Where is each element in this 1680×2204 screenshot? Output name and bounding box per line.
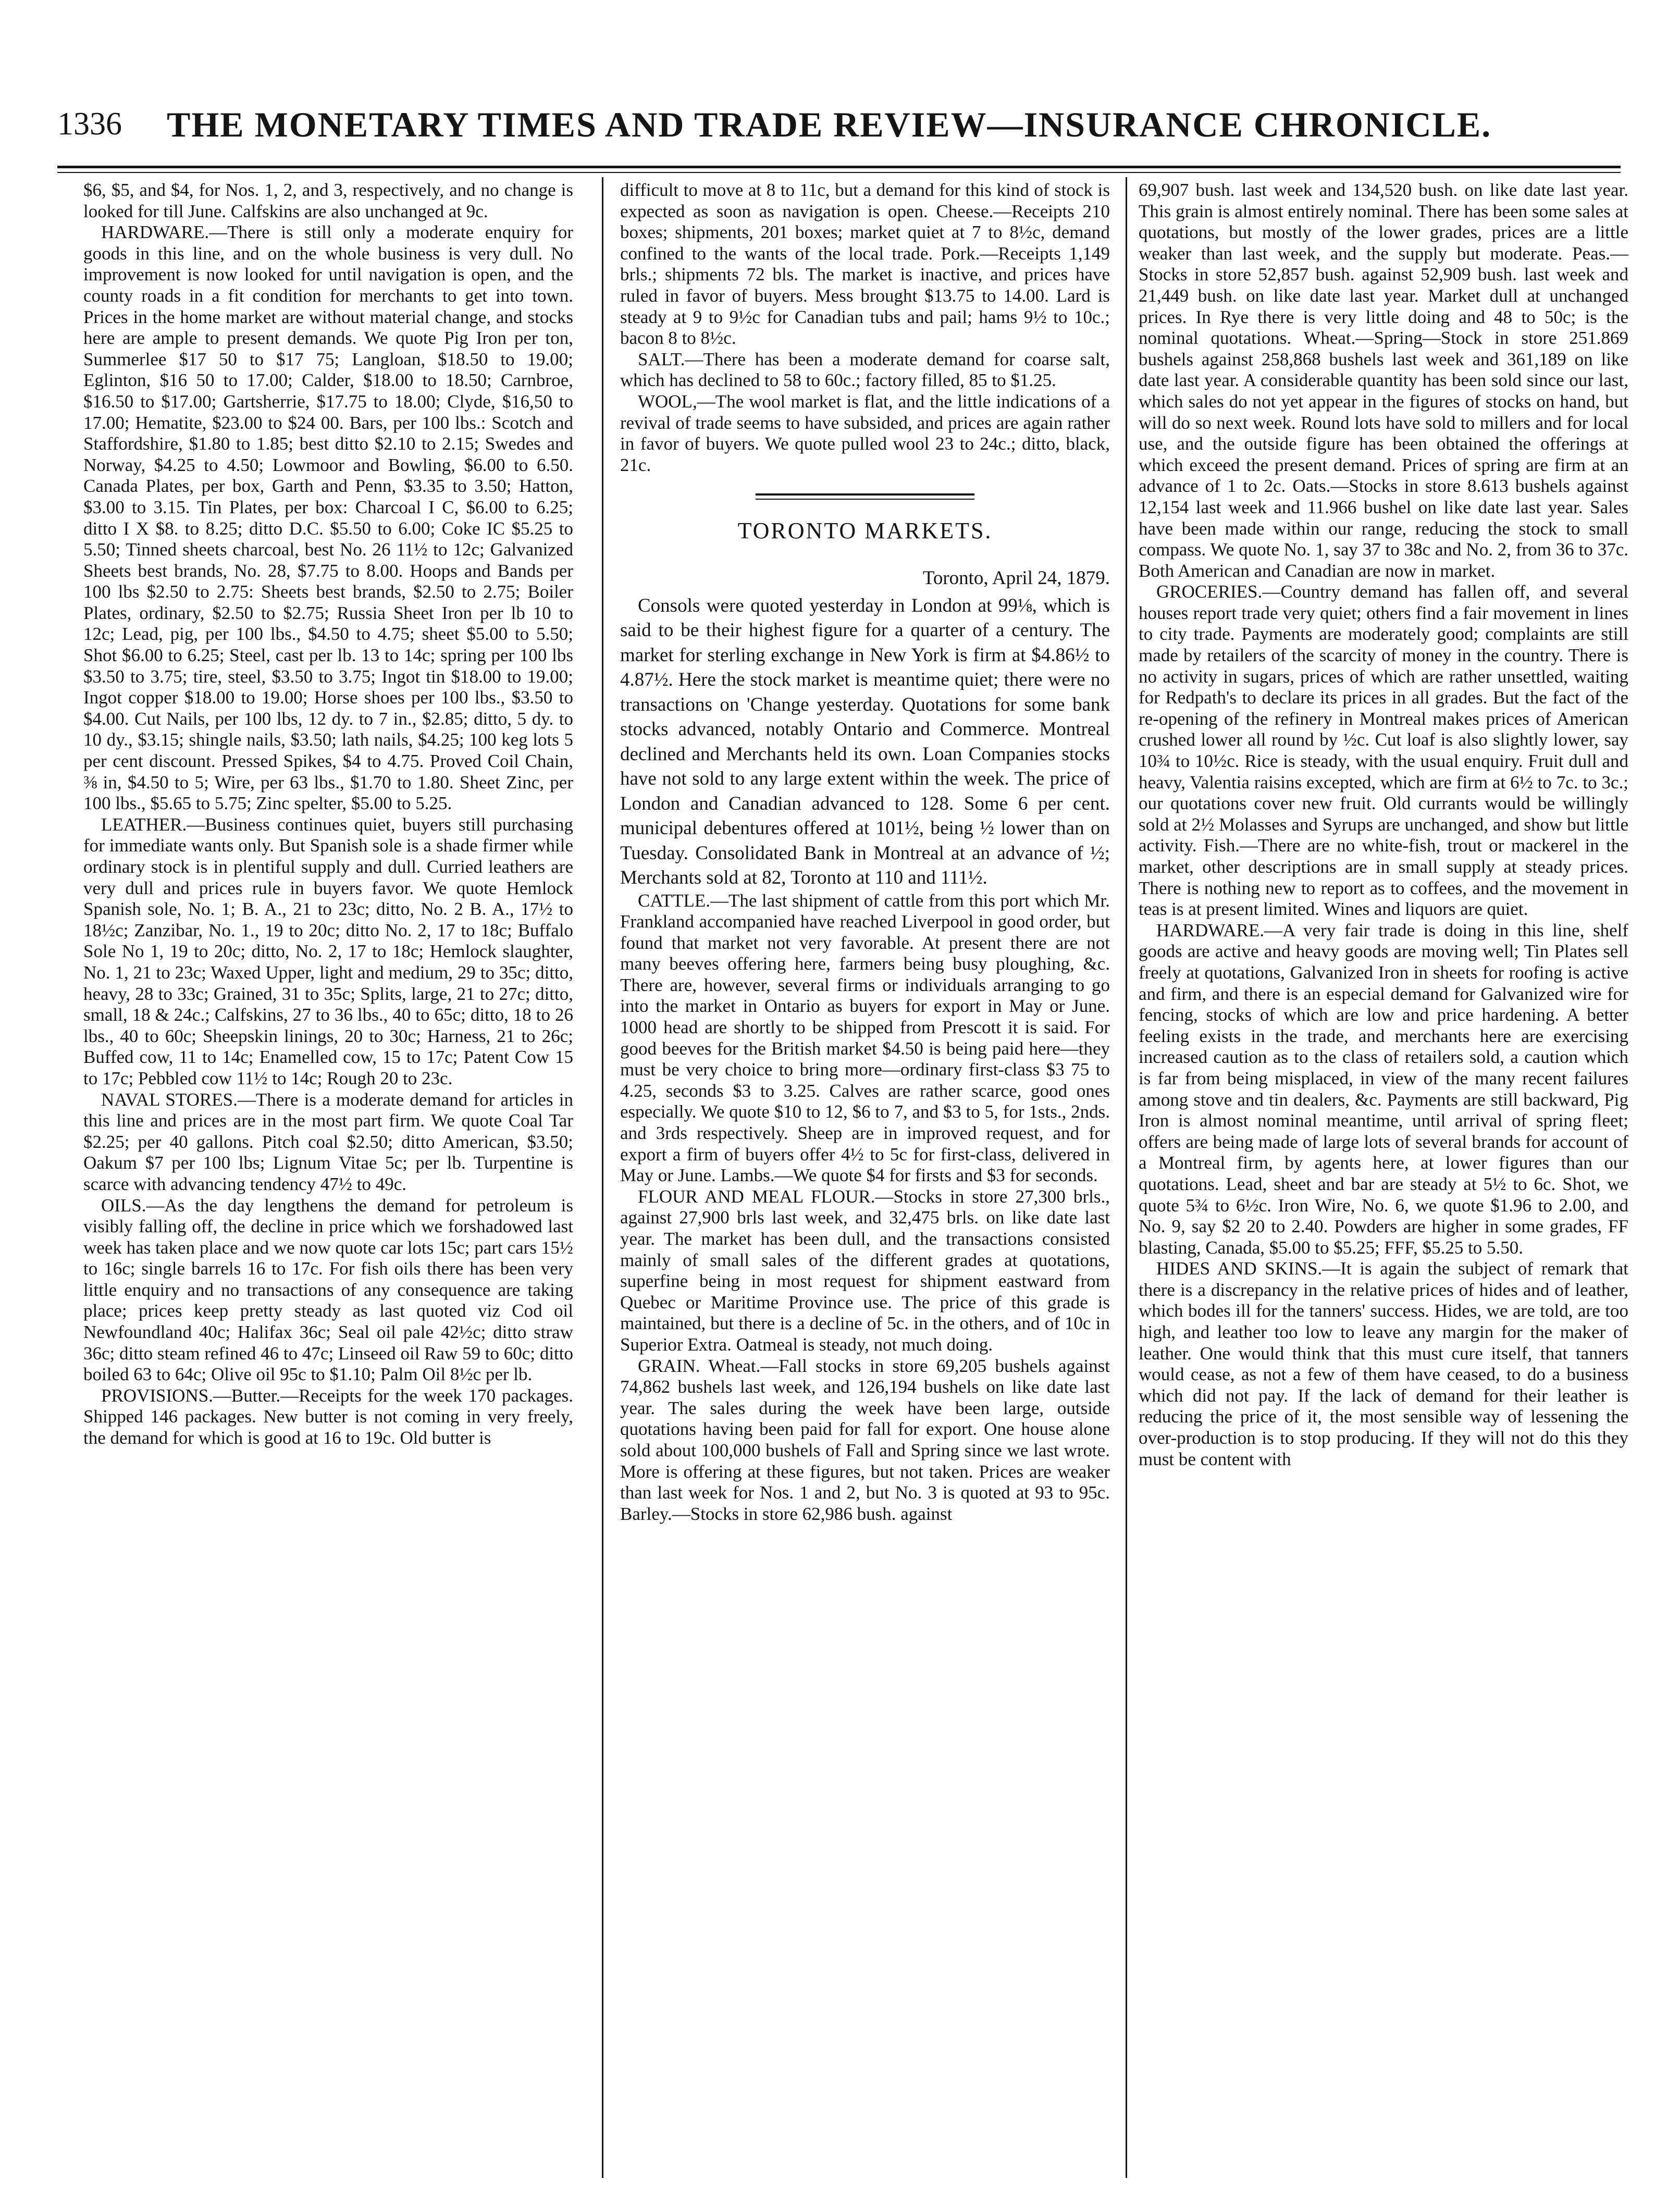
col2-para-stocks: Consols were quoted yesterday in London at 99⅛, which is said to be their highest figure for a quarter of a century. The market for sterling exchange in New York is firm at $4.86½ to 4.87½. Here the stock market is meantime quiet; there were no transactions on 'Change yesterday. Quotations for some bank stocks advanced, notably Ontario and Commerce. Montreal declined and Merchants held its own. Loan Companies stocks have not sold to any large extent within the week. The price of London and Canadian advanced to 128. Some 6 per cent. municipal debentures offered at 101½, being ½ lower than on Tuesday. Consolidated Bank in Montreal at an advance of ½; Merchants sold at 82, Toronto at 110 and 111½. <box>620 595 1110 888</box>
column-divider-2 <box>1126 177 1127 2178</box>
col1-para-hardware: HARDWARE.—There is still only a moderate enquiry for goods in this line, and on the whole business is very dull. No improvement is now looked for until navigation is open, and the county roads in a fit condition for merchants to get into town. Prices in the home market are without material change, and stocks here are ample to present demands. We quote Pig Iron per ton, Summerlee $17 50 to $17 75; Langloan, $18.50 to 19.00; Eglinton, $16 50 to 17.00; Calder, $18.00 to 18.50; Carnbroe, $16.50 to $17.00; Gartsherrie, $17.75 to 18.00; Clyde, $16,50 to 17.00; Hematite, $23.00 to $24 00. Bars, per 100 lbs.: Scotch and Staffordshire, $1.80 to 1.85; best ditto $2.10 to 2.15; Swedes and Norway, $4.25 to 4.50; Lowmoor and Bowling, $6.00 to 6.50. Canada Plates, per box, Garth and Penn, $3.35 to 3.50; Hatton, $3.00 to 3.15. Tin Plates, per box: Charcoal I C, $6.00 to 6.25; ditto I X $8. to 8.25; ditto D.C. $5.50 to 6.00; Coke IC $5.25 to 5.50; Tinned sheets charcoal, best No. 26 11½ to 12c; Galvanized Sheets best brands, No. 28, $7.75 to 8.00. Hoops and Bands per 100 lbs $2.50 to 2.75: Sheets best brands, $2.50 to 2.75; Boiler Plates, ordinary, $2.50 to $2.75; Russia Sheet Iron per lb 10 to 12c; Lead, pig, per 100 lbs., $4.50 to 4.75; sheet $5.00 to 5.50; Shot $6.00 to 6.25; Steel, cast per lb. 13 to 14c; spring per 100 lbs $3.50 to 3.75; tire, steel, $3.50 to 3.75; Ingot tin $18.00 to 19.00; Ingot copper $18.00 to 19.00; Horse shoes per 100 lbs., $3.50 to $4.00. Cut Nails, per 100 lbs, 12 dy. to 7 in., $2.85; ditto, 5 dy. to 10 dy., $3.15; shingle nails, $3.50; lath nails, $4.25; 100 keg lots 5 per cent discount. Pressed Spikes, $4 to 4.75. Proved Coil Chain, ⅜ in, $4.50 to 5; Wire, per 63 lbs., $1.70 to 1.80. Sheet Zinc, per 100 lbs., $5.65 to 5.75; Zinc spelter, $5.00 to 5.25. <box>83 222 573 814</box>
section-rule <box>756 493 974 496</box>
running-title: THE MONETARY TIMES AND TRADE REVIEW—INSURANCE CHRONICLE. <box>167 105 1492 144</box>
header-rule-thin <box>57 172 1621 173</box>
column-divider-1 <box>602 177 603 2178</box>
column-3 <box>1139 180 1628 1470</box>
col2-para-cattle: CATTLE.—The last shipment of cattle from this port which Mr. Frankland accompanied have reached Liverpool in good order, but found that market not very favorable. At present there are not many beeves offering here, farmers being busy ploughing, &c. There are, however, several firms or individuals arranging to go into the market in Ontario as buyers for export in May or June. 1000 head are shortly to be shipped from Prescott it is said. For good beeves for the British market $4.50 is being paid here—they must be very choice to bring more—ordinary first-class $3 75 to 4.25, seconds $3 to 3.25. Calves are rather scarce, good ones especially. We quote $10 to 12, $6 to 7, and $3 to 5, for 1sts., 2nds. and 3rds respectively. Sheep are in improved request, and for export a firm of buyers offer 4½ to 5c for first-class, delivered in May or June. Lambs.—We quote $4 for firsts and $3 for seconds. <box>620 890 1110 1186</box>
col3-para-groceries: GROCERIES.—Country demand has fallen off, and several houses report trade very quiet; others find a fair movement in lines to city trade. Payments are moderately good; complaints are still made by retailers of the scarcity of money in the country. There is no activity in sugars, prices of which are rather unsettled, waiting for Redpath's to declare its prices in all grades. But the fact of the re-opening of the refinery in Montreal makes prices of American crushed lower all round by ½c. Cut loaf is also slightly lower, say 10¾ to 10½c. Rice is steady, with the usual enquiry. Fruit dull and heavy, Valentia raisins excepted, which are firm at 6½ to 7c. to 3c.; our quotations cover new fruit. Old currants would be willingly sold at 2½ Molasses and Syrups are unchanged, and show but little activity. Fish.—There are no white-fish, trout or mackerel in the market, other descriptions are in small supply at steady prices. There is nothing new to report as to coffees, and the movement in teas is at present limited. Wines and liquors are quiet. <box>1139 581 1628 920</box>
col3-para-hardware: HARDWARE.—A very fair trade is doing in this line, shelf goods are active and heavy goods are moving well; Tin Plates sell freely at quotations, Galvanized Iron in sheets for roofing is active and firm, and there is an especial demand for Galvanized wire for fencing, stocks of which are low and price hardening. A better feeling exists in the trade, and merchants here are exercising increased caution as to the class of retailers sold, a caution which is far from being misplaced, in view of the many recent failures among stove and tin dealers, &c. Payments are still backward, Pig Iron is almost nominal meantime, until arrival of spring fleet; offers are being made of large lots of several brands for account of a Montreal firm, by agents here, at lower figures than our quotations. Lead, sheet and bar are steady at 5½ to 6c. Shot, we quote 5¾ to 6½c. Iron Wire, No. 6, we quote $1.96 to 2.00, and No. 9, say $2 20 to 2.40. Powders are higher in some grades, FF blasting, Canada, $5.00 to $5.25; FFF, $5.25 to 5.50. <box>1139 920 1628 1258</box>
dateline: Toronto, April 24, 1879. <box>922 567 1110 589</box>
col2-para-provisions-cont: difficult to move at 8 to 11c, but a demand for this kind of stock is expected as soon as navigation is open. Cheese.—Receipts 210 boxes; shipments, 201 boxes; market quiet at 7 to 8½c, demand confined to the wants of the local trade. Pork.—Receipts 1,149 brls.; shipments 72 bls. The market is inactive, and prices have ruled in favor of buyers. Mess brought $13.75 to 14.00. Lard is steady at 9 to 9½c for Canadian tubs and pail; hams 9½ to 10c.; bacon 8 to 8½c. <box>620 180 1110 349</box>
page-number: 1336 <box>57 106 122 142</box>
column-2 <box>620 180 1110 1525</box>
col2-para-salt: SALT.—There has been a moderate demand for coarse salt, which has declined to 58 to 60c.; factory filled, 85 to $1.25. <box>620 349 1110 391</box>
header-rule-thick <box>57 166 1621 168</box>
col3-para-hides-skins: HIDES AND SKINS.—It is again the subject of remark that there is a discrepancy in the relative prices of hides and of leather, which bodes ill for the tanners' success. Hides, we are told, are too high, and leather too low to leave any margin for the maker of leather. One would think that this must cure itself, that tanners would cease, as not a few of them have ceased, to do a business which did not pay. If the lack of demand for their leather is reducing the price of it, the most sensible way of lessening the over-production is to stop producing. If they will not do this they must be content with <box>1139 1258 1628 1469</box>
col2-para-grain: GRAIN. Wheat.—Fall stocks in store 69,205 bushels against 74,862 bushels last week, and 126,194 bushels on like date last year. The sales during the week have been large, outside quotations having been paid for fall for export. One house alone sold about 100,000 bushels of Fall and Spring since we last wrote. More is offering at these figures, but not taken. Prices are weaker than last week for Nos. 1 and 2, but No. 3 is quoted at 93 to 95c. Barley.—Stocks in store 62,986 bush. against <box>620 1355 1110 1524</box>
col1-para-leather: LEATHER.—Business continues quiet, buyers still purchasing for immediate wants only. But Spanish sole is a shade firmer while ordinary stock is in plentiful supply and dull. Curried leathers are very dull and prices rule in buyers favor. We quote Hemlock Spanish sole, No. 1; B. A., 21 to 23c; ditto, No. 2 B. A., 17½ to 18½c; Zanzibar, No. 1., 19 to 20c; ditto No. 2, 17 to 18c; Buffalo Sole No 1, 19 to 20c; ditto, No. 2, 17 to 18c; Hemlock slaughter, No. 1, 21 to 23c; Waxed Upper, light and medium, 29 to 35c; ditto, heavy, 28 to 33c; Grained, 31 to 35c; Splits, large, 21 to 27c; ditto, small, 18 & 24c.; Calfskins, 27 to 36 lbs., 40 to 65c; ditto, 18 to 26 lbs., 40 to 60c; Sheepskin linings, 20 to 30c; Harness, 21 to 26c; Buffed cow, 11 to 14c; Enamelled cow, 15 to 17c; Patent Cow 15 to 17c; Pebbled cow 11½ to 14c; Rough 20 to 23c. <box>83 814 573 1088</box>
col1-para-oils: OILS.—As the day lengthens the demand for petroleum is visibly falling off, the decline in price which we forshadowed last week has taken place and we now quote car lots 15c; part cars 15½ to 16c; single barrels 16 to 17c. For fish oils there has been very little enquiry and no transactions of any consequence are taking place; prices keep pretty steady as last quoted viz Cod oil Newfoundland 40c; Halifax 36c; Seal oil pale 42½c; ditto straw 36c; ditto steam refined 46 to 47c; Linseed oil Raw 59 to 60c; ditto boiled 63 to 64c; Olive oil 95c to $1.10; Palm Oil 8½c per lb. <box>83 1195 573 1385</box>
column-1 <box>83 180 573 1449</box>
col1-para-hides-end: $6, $5, and $4, for Nos. 1, 2, and 3, respectively, and no change is looked for till June. Calfskins are also unchanged at 9c. <box>83 180 573 221</box>
col1-para-naval-stores: NAVAL STORES.—There is a moderate demand for articles in this line and prices are in the most part firm. We quote Coal Tar $2.25; per 40 gallons. Pitch coal $2.50; ditto American, $3.50; Oakum $7 per 100 lbs; Lignum Vitae 5c; per lb. Turpentine is scarce with advancing tendency 47½ to 49c. <box>83 1089 573 1194</box>
section-rule-thin <box>756 499 974 500</box>
col3-para-barley-cont: 69,907 bush. last week and 134,520 bush. on like date last year. This grain is almost entirely nominal. There has been some sales at quotations, but mostly of the lower grades, prices are a little weaker than last week, and the supply but moderate. Peas.—Stocks in store 52,857 bush. against 52,909 bush. last week and 21,449 bush. on like date last year. Market dull at unchanged prices. In Rye there is very little doing and 48 to 50c; is the nominal quotations. Wheat.—Spring—Stock in store 251.869 bushels against 258,868 bushels last week and 361,189 on like date last year. A considerable quantity has been sold since our last, which sales do not yet appear in the figures of stocks on hand, but will do so next week. Round lots have sold to millers and for local use, and the outside figure has been obtained the offerings at which exceed the present demand. Prices of spring are firm at an advance of 1 to 2c. Oats.—Stocks in store 8.613 bushels against 12,154 last week and 11.966 bushel on like date last year. Sales have been made within our range, reducing the stock to small compass. We quote No. 1, say 37 to 38c and No. 2, from 36 to 37c. Both American and Canadian are now in market. <box>1139 180 1628 581</box>
col2-para-wool: WOOL,—The wool market is flat, and the little indications of a revival of trade seems to have subsided, and prices are again rather in favor of buyers. We quote pulled wool 23 to 24c.; ditto, black, 21c. <box>620 391 1110 475</box>
section-heading: TORONTO MARKETS. <box>737 518 993 544</box>
col1-para-provisions: PROVISIONS.—Butter.—Receipts for the week 170 packages. Shipped 146 packages. New butter is not coming in very freely, the demand for which is good at 16 to 19c. Old butter is <box>83 1385 573 1448</box>
page-header <box>57 102 1626 159</box>
col2-para-flour: FLOUR AND MEAL FLOUR.—Stocks in store 27,300 brls., against 27,900 brls last week, and 32,475 brls. on like date last year. The market has been dull, and the transactions consisted mainly of small sales of the different grades at quotations, superfine being in most request for shipment eastward from Quebec or Maritime Province use. The price of this grade is maintained, but there is a decline of 5c. in the others, and of 10c in Superior Extra. Oatmeal is steady, not much doing. <box>620 1186 1110 1355</box>
